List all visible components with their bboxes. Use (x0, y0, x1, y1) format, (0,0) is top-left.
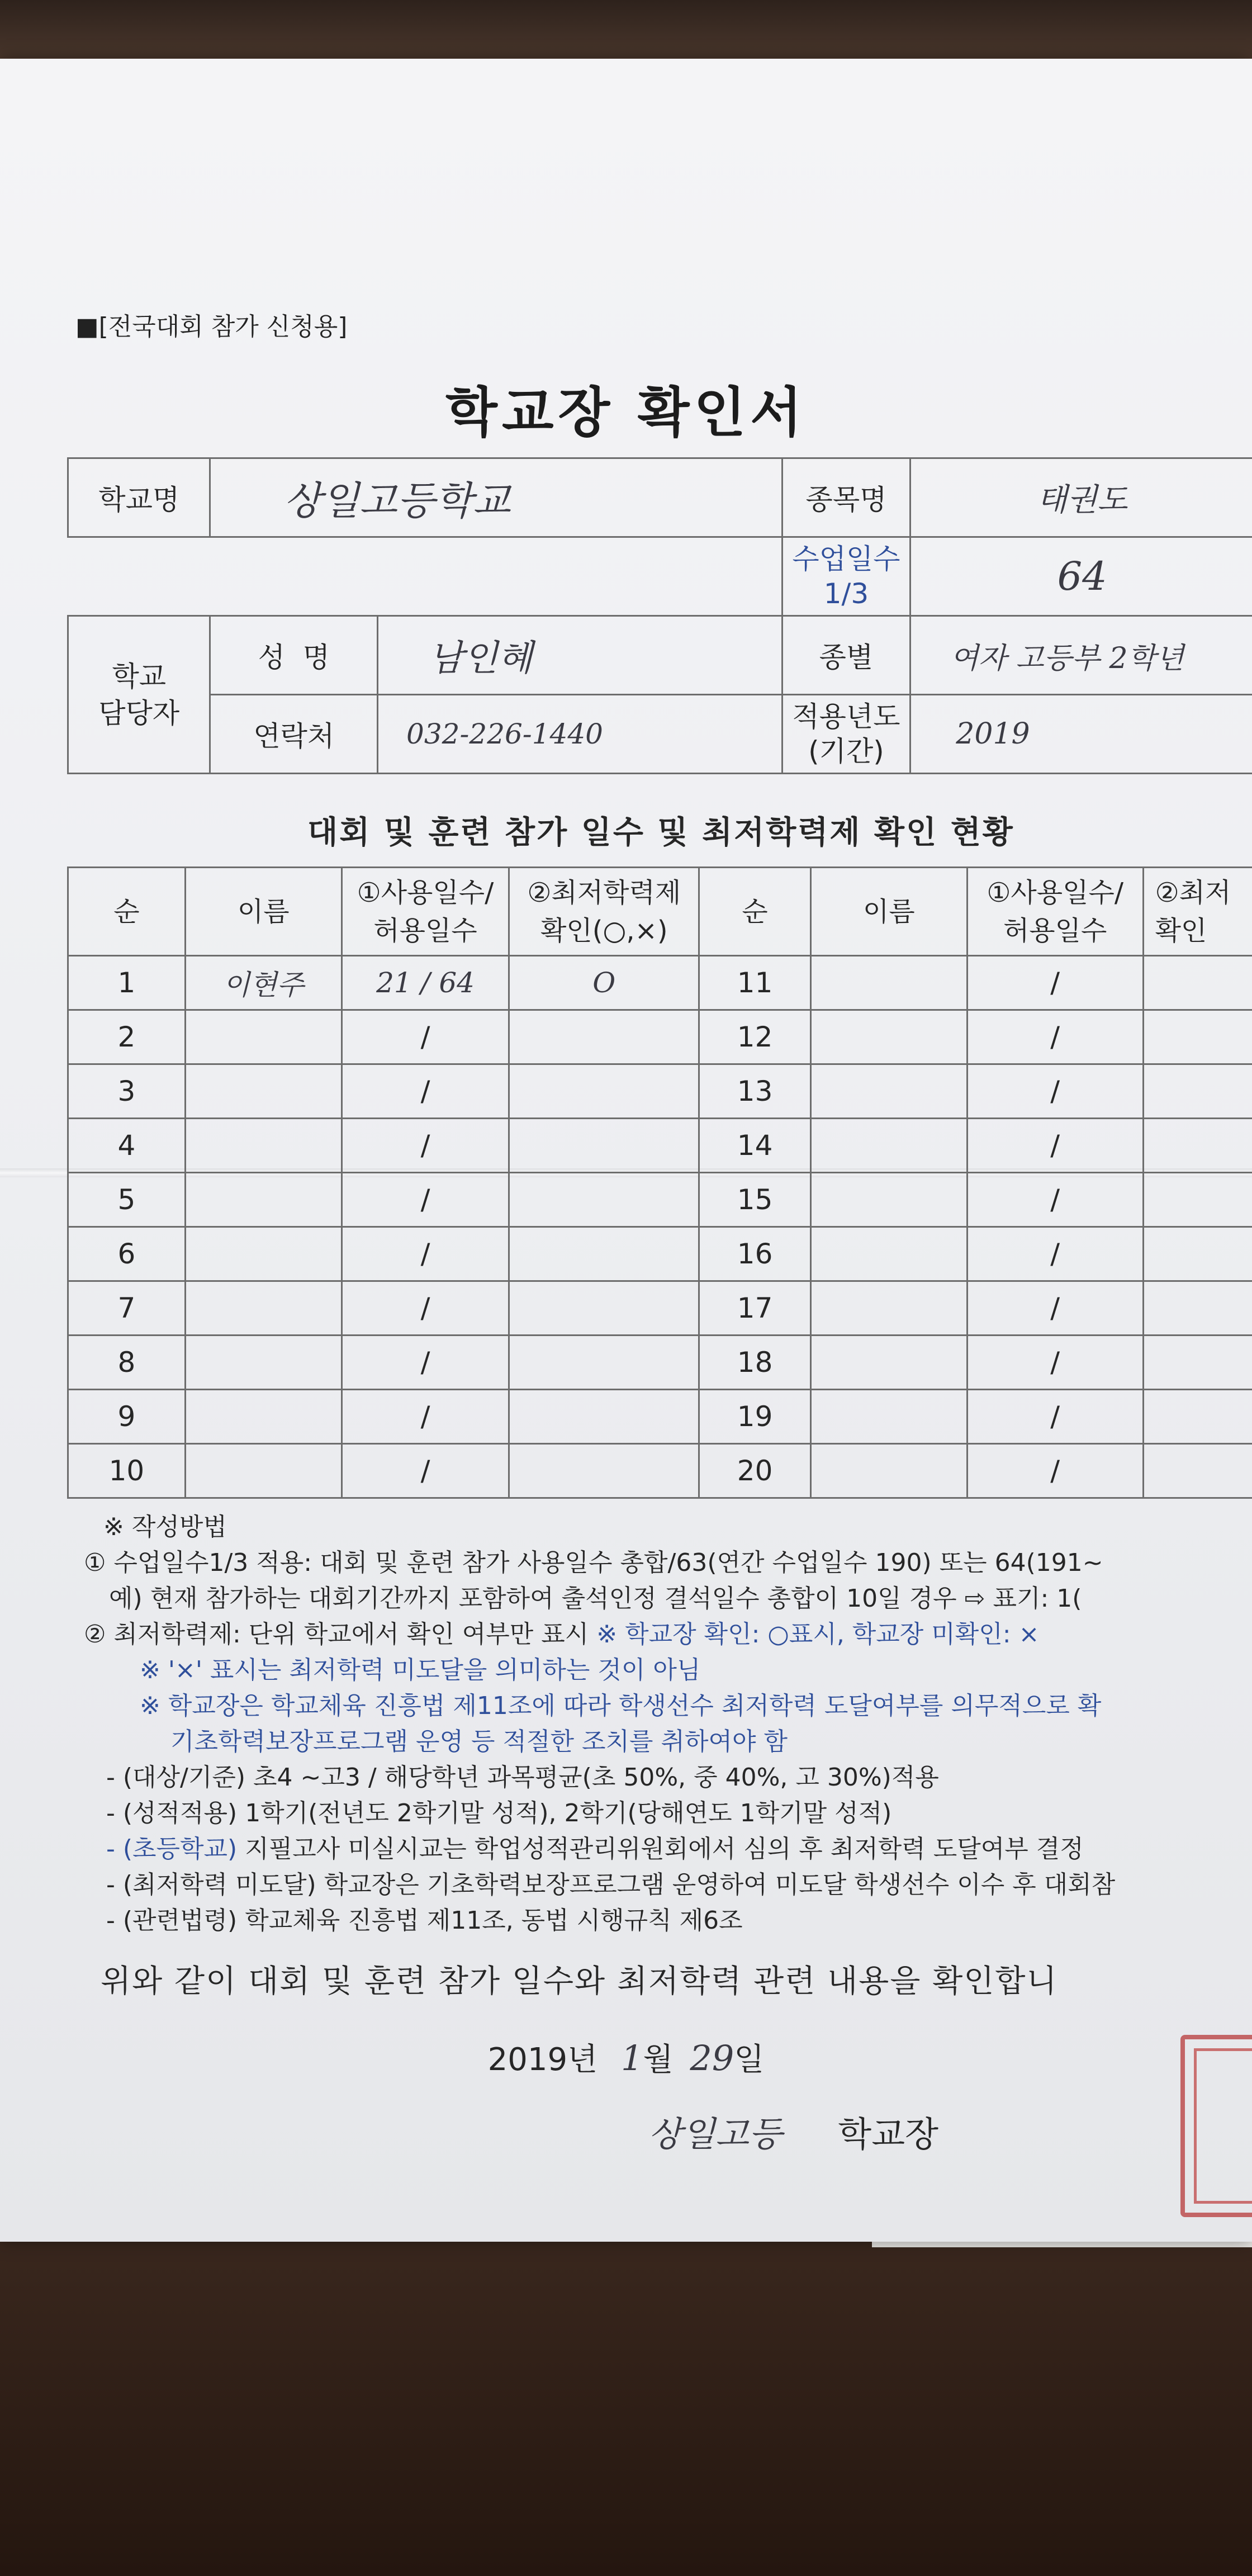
row-days-left: / (342, 1281, 509, 1336)
contact-label: 연락처 (210, 695, 378, 774)
row-min-left (509, 1336, 699, 1390)
row-no-right: 13 (699, 1064, 811, 1119)
row-name-right (811, 1010, 968, 1064)
notes-heading: ※ 작성방법 (103, 1513, 227, 1541)
note-dash-3-text: 지필고사 미실시교는 학업성적관리위원회에서 심의 후 최저학력 도달여부 결정 (237, 1835, 1084, 1863)
note-dash-4: - (최저학력 미도달) 학교장은 기초학력보장프로그램 운영하여 미도달 학생선수 이수 후 대회참 (106, 1871, 1116, 1899)
row-name-left (185, 1227, 342, 1281)
col-min-line2-cut: 확인 (1155, 915, 1207, 946)
row-no-right: 16 (699, 1227, 811, 1281)
col-days-right (967, 868, 1143, 956)
signer-line (648, 2106, 938, 2156)
document-title: 학교장 확인서 (445, 381, 807, 444)
class-days-label-line2: 1/3 (823, 577, 869, 610)
row-name-right (811, 1336, 968, 1390)
row-no-left: 10 (68, 1444, 186, 1498)
name-label: 성 명 (210, 616, 378, 695)
spacer (68, 537, 782, 616)
row-days-right: / (967, 1173, 1143, 1227)
issue-date (0, 2035, 1252, 2080)
table-row (68, 1336, 1252, 1390)
manager-label-line2: 담당자 (98, 697, 180, 730)
row-name-left (185, 1444, 342, 1498)
row-min-left: O (509, 956, 699, 1010)
year-label-line2: (기간) (808, 735, 884, 768)
row-name-left (185, 1010, 342, 1064)
row-min-right (1143, 1390, 1252, 1444)
row-no-left: 7 (68, 1281, 186, 1336)
row-min-left (509, 1119, 699, 1173)
date-month-unit: 월 (643, 2042, 674, 2078)
row-min-left (509, 1281, 699, 1336)
col-min-line2: 확인(○,×) (540, 915, 668, 946)
row-days-right: / (967, 1444, 1143, 1498)
row-min-left (509, 1064, 699, 1119)
table-row (68, 1064, 1252, 1119)
confirmation-statement: 위와 같이 대회 및 훈련 참가 일수와 최저학력 관련 내용을 확인합니 (101, 1963, 1058, 2000)
section-title: 대회 및 훈련 참가 일수 및 최저학력제 확인 현황 (307, 815, 1014, 851)
participation-table (67, 866, 1252, 1499)
table-row (68, 956, 1252, 1010)
row-days-right: / (967, 1010, 1143, 1064)
note-item-2-sub1: ※ '×' 표시는 최저학력 미도달을 의미하는 것이 아님 (140, 1656, 701, 1684)
row-min-right (1143, 956, 1252, 1010)
row-no-right: 19 (699, 1390, 811, 1444)
row-no-right: 14 (699, 1119, 811, 1173)
row-no-right: 20 (699, 1444, 811, 1498)
note-item-2-sub2b: 기초학력보장프로그램 운영 등 적절한 조치를 취하여야 함 (170, 1727, 788, 1756)
manager-label (68, 616, 210, 774)
year-label-line1: 적용년도 (792, 700, 900, 733)
note-item-2-sub2: ※ 학교장은 학교체육 진흥법 제11조에 따라 학생선수 최저학력 도달여부를 의무적으로 확 (140, 1692, 1102, 1720)
col-days-line2: 허용일수 (373, 915, 477, 946)
signer-title: 학교장 (838, 2114, 938, 2154)
row-no-left: 5 (68, 1173, 186, 1227)
note-item-1: ① 수업일수1/3 적용: 대회 및 훈련 참가 사용일수 총합/63(연간 수업일수 190) 또는 64(191~ (84, 1549, 1103, 1577)
row-name-left (185, 1119, 342, 1173)
row-name-left (185, 1064, 342, 1119)
header-info-table (67, 457, 1252, 774)
row-no-left: 4 (68, 1119, 186, 1173)
row-no-right: 11 (699, 956, 811, 1010)
contact-value: 032-226-1440 (378, 695, 782, 774)
note-item-2-text: ② 최저학력제: 단위 학교에서 확인 여부만 표시 (84, 1620, 589, 1649)
col-no-left: 순 (68, 868, 186, 956)
col-days-left (342, 868, 509, 956)
row-name-left (185, 1336, 342, 1390)
row-min-right (1143, 1336, 1252, 1390)
row-name-left (185, 1281, 342, 1336)
note-dash-3 (84, 1831, 1115, 1867)
col-no-right: 순 (699, 868, 811, 956)
row-days-left: / (342, 1227, 509, 1281)
table-row (68, 1390, 1252, 1444)
row-name-right (811, 1281, 968, 1336)
col-name-left: 이름 (185, 868, 342, 956)
official-seal-stamp (1180, 2035, 1252, 2217)
row-no-right: 17 (699, 1281, 811, 1336)
row-min-right (1143, 1227, 1252, 1281)
date-day: 29 (690, 2038, 734, 2078)
col-days-line1: ①사용일수/ (987, 877, 1124, 908)
row-no-left: 9 (68, 1390, 186, 1444)
table-row (68, 1444, 1252, 1498)
row-days-left: / (342, 1390, 509, 1444)
form-type-label: ■[전국대회 참가 신청용] (75, 312, 348, 341)
table-row (68, 1281, 1252, 1336)
note-dash-1: - (대상/기준) 초4 ~고3 / 해당학년 과목평균(초 50%, 중 40%, 고 30%)적용 (106, 1763, 939, 1792)
col-min-left (509, 868, 699, 956)
year-label (782, 695, 910, 774)
writing-instructions (84, 1509, 1115, 1939)
note-item-2-blue: ※ 학교장 확인: ○표시, 학교장 미확인: × (589, 1620, 1040, 1649)
row-days-left: / (342, 1010, 509, 1064)
row-name-right (811, 1227, 968, 1281)
note-dash-2: - (성적적용) 1학기(전년도 2학기말 성적), 2학기(당해연도 1학기말 성적) (106, 1799, 892, 1827)
row-days-left: 21 / 64 (342, 956, 509, 1010)
background-top (0, 0, 1252, 61)
row-min-right (1143, 1281, 1252, 1336)
row-name-left: 이현주 (185, 956, 342, 1010)
col-days-line2: 허용일수 (1003, 915, 1107, 946)
note-dash-3-blue: - (초등학교) (106, 1835, 238, 1863)
row-min-right (1143, 1119, 1252, 1173)
date-year: 2019년 (487, 2042, 598, 2078)
school-name-value: 상일고등학교 (210, 458, 782, 537)
signer-school: 상일고등 (648, 2114, 782, 2154)
row-min-right (1143, 1173, 1252, 1227)
note-dash-5: - (관련법령) 학교체육 진흥법 제11조, 동법 시행규칙 제6조 (106, 1906, 743, 1935)
row-no-left: 2 (68, 1010, 186, 1064)
row-name-left (185, 1390, 342, 1444)
row-min-left (509, 1227, 699, 1281)
date-day-unit: 일 (734, 2042, 765, 2078)
school-name-label: 학교명 (68, 458, 210, 537)
table-row (68, 1227, 1252, 1281)
row-no-left: 3 (68, 1064, 186, 1119)
table-row (68, 1010, 1252, 1064)
col-min-line1: ②최저학력제 (527, 877, 681, 908)
col-name-right: 이름 (811, 868, 968, 956)
seal-inner-border (1194, 2048, 1252, 2204)
row-no-right: 12 (699, 1010, 811, 1064)
table-row (68, 1119, 1252, 1173)
row-no-left: 6 (68, 1227, 186, 1281)
manager-label-line1: 학교 (112, 660, 167, 693)
col-min-right (1143, 868, 1252, 956)
category-value: 여자 고등부 2학년 (910, 616, 1252, 695)
name-value: 남인혜 (378, 616, 782, 695)
row-min-right (1143, 1010, 1252, 1064)
row-no-left: 1 (68, 956, 186, 1010)
row-days-left: / (342, 1064, 509, 1119)
row-days-right: / (967, 956, 1143, 1010)
class-days-value: 64 (910, 537, 1252, 616)
note-item-2 (84, 1617, 1115, 1652)
row-no-right: 15 (699, 1173, 811, 1227)
year-value: 2019 (910, 695, 1252, 774)
note-item-1-example: 예) 현재 참가하는 대회기간까지 포함하여 출석인정 결석일수 총합이 10일 경우 ⇨ 표기: 1( (109, 1584, 1082, 1613)
row-no-left: 8 (68, 1336, 186, 1390)
category-label: 종별 (782, 616, 910, 695)
col-min-line1-cut: ②최저 (1155, 877, 1231, 908)
sport-label: 종목명 (782, 458, 910, 537)
sport-value: 태권도 (910, 458, 1252, 537)
row-days-right: / (967, 1336, 1143, 1390)
row-name-left (185, 1173, 342, 1227)
table-row (68, 1173, 1252, 1227)
row-min-left (509, 1444, 699, 1498)
row-name-right (811, 956, 968, 1010)
row-days-left: / (342, 1119, 509, 1173)
class-days-label (782, 537, 910, 616)
col-days-line1: ①사용일수/ (357, 877, 494, 908)
row-days-left: / (342, 1173, 509, 1227)
row-days-right: / (967, 1119, 1143, 1173)
row-name-right (811, 1064, 968, 1119)
row-days-right: / (967, 1281, 1143, 1336)
row-name-right (811, 1119, 968, 1173)
row-name-right (811, 1173, 968, 1227)
row-name-right (811, 1390, 968, 1444)
row-min-left (509, 1173, 699, 1227)
row-days-right: / (967, 1064, 1143, 1119)
row-min-right (1143, 1444, 1252, 1498)
row-no-right: 18 (699, 1336, 811, 1390)
row-min-right (1143, 1064, 1252, 1119)
date-month: 1 (621, 2038, 643, 2078)
row-days-left: / (342, 1444, 509, 1498)
row-name-right (811, 1444, 968, 1498)
row-days-right: / (967, 1227, 1143, 1281)
table-header-row (68, 868, 1252, 956)
row-days-right: / (967, 1390, 1143, 1444)
row-days-left: / (342, 1336, 509, 1390)
class-days-label-line1: 수업일수 (792, 543, 900, 575)
row-min-left (509, 1010, 699, 1064)
row-min-left (509, 1390, 699, 1444)
